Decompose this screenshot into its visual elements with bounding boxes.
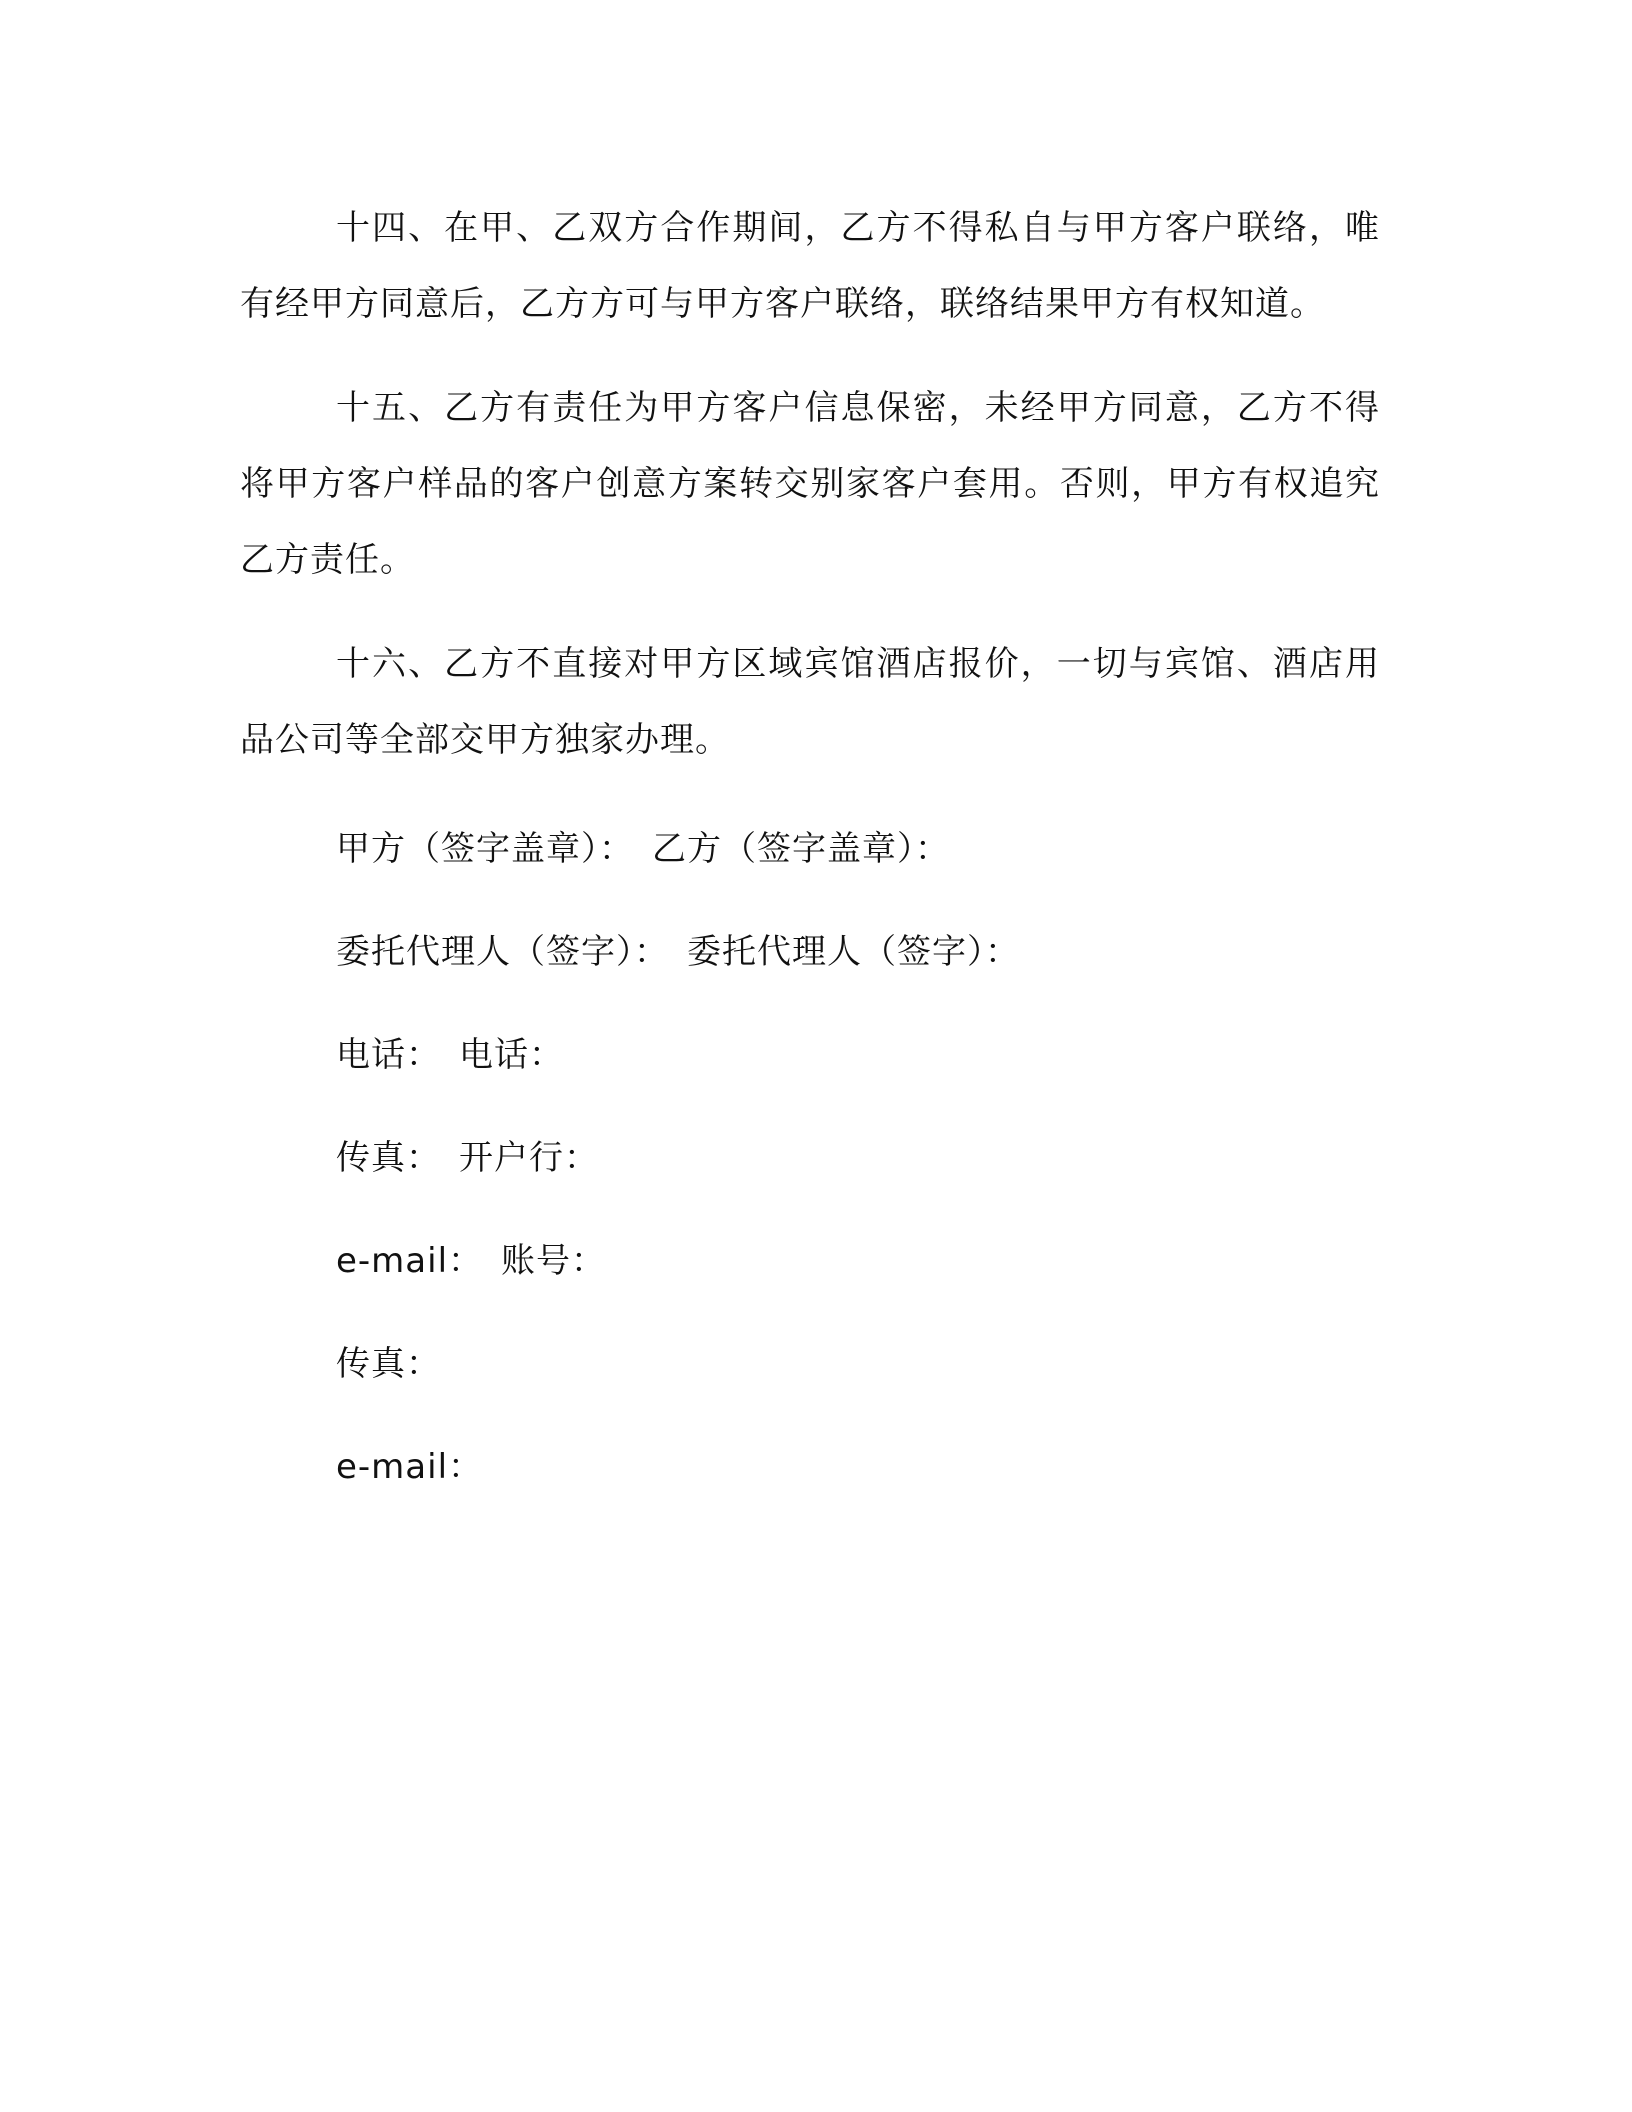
signature-row-phone	[336, 1029, 1380, 1081]
signature-row-email-b	[336, 1441, 1380, 1493]
clause-14: 十四、在甲、乙双方合作期间，乙方不得私自与甲方客户联络，唯有经甲方同意后，乙方方可与甲方客户联络，联络结果甲方有权知道。	[240, 208, 1380, 324]
signature-row-seal	[336, 823, 1380, 875]
document-body	[240, 190, 1380, 1544]
account-b-label: 账号：	[501, 1241, 607, 1281]
fax-a-label: 传真：	[336, 1138, 441, 1178]
agent-a-label: 委托代理人（签字）：	[336, 932, 669, 972]
email-b-label: e-mail：	[336, 1447, 484, 1487]
party-b-seal-label: 乙方（签字盖章）：	[652, 829, 950, 869]
signature-row-fax-b	[336, 1338, 1380, 1390]
signature-block	[240, 823, 1380, 1493]
party-a-seal-label: 甲方（签字盖章）：	[336, 829, 634, 869]
phone-b-label: 电话：	[459, 1035, 564, 1075]
agent-b-label: 委托代理人（签字）：	[687, 932, 1020, 972]
clause-15: 十五、乙方有责任为甲方客户信息保密，未经甲方同意，乙方不得将甲方客户样品的客户创意方案转交别家客户套用。否则，甲方有权追究乙方责任。	[240, 388, 1380, 580]
signature-row-agent	[336, 926, 1380, 978]
signature-row-fax-bank	[336, 1132, 1380, 1184]
bank-b-label: 开户行：	[459, 1138, 599, 1178]
signature-row-email-account	[336, 1235, 1380, 1287]
phone-a-label: 电话：	[336, 1035, 441, 1075]
fax-b-label: 传真：	[336, 1344, 441, 1384]
clause-16: 十六、乙方不直接对甲方区域宾馆酒店报价，一切与宾馆、酒店用品公司等全部交甲方独家办理。	[240, 644, 1380, 760]
email-a-label: e-mail：	[336, 1241, 484, 1281]
